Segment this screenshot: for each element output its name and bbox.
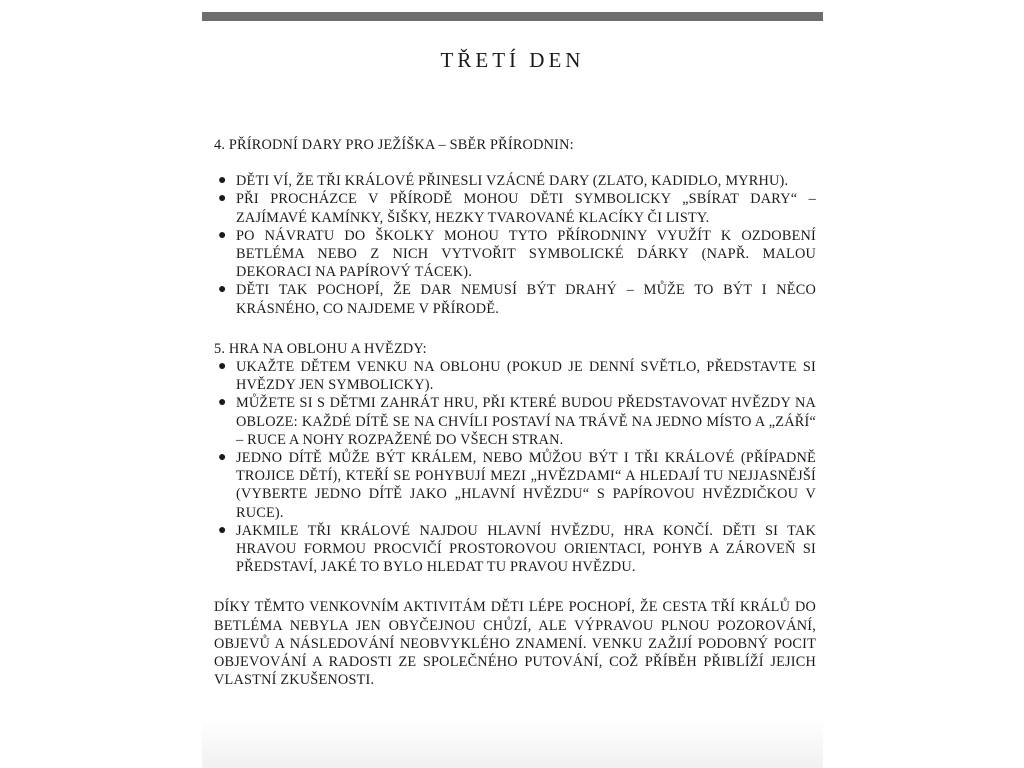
section-4-heading: 4. PŘÍRODNÍ DARY PRO JEŽÍŠKA – SBĚR PŘÍRODNIN: <box>214 137 574 153</box>
section-5-list <box>214 358 816 576</box>
list-item-text: JEDNO DÍTĚ MŮŽE BÝT KRÁLEM, NEBO MŮŽOU BÝT I TŘI KRÁLOVÉ (PŘÍPADNĚ TROJICE DĚTÍ), KTEŘÍ SE POHYBUJÍ MEZI „HVĚZDAMI“ A HLEDAJÍ TU NEJJASNĚJŠÍ (VYBERTE JEDNO DÍTĚ JAKO „HLAVNÍ HVĚZDU“ S PAPÍROVOU HVĚZDIČKOU V RUCE). <box>236 450 816 521</box>
page-bottom-fade <box>202 718 823 768</box>
section-4-list <box>214 172 816 318</box>
list-item <box>214 281 816 317</box>
bullet-icon: ● <box>218 395 227 411</box>
list-item <box>214 522 816 577</box>
list-item-text: DĚTI TAK POCHOPÍ, ŽE DAR NEMUSÍ BÝT DRAHÝ – MŮŽE TO BÝT I NĚCO KRÁSNÉHO, CO NAJDEME V PŘÍRODĚ. <box>236 282 816 317</box>
list-item <box>214 227 816 282</box>
bullet-icon: ● <box>218 227 227 243</box>
bullet-icon: ● <box>218 191 227 207</box>
section-5-heading: 5. HRA NA OBLOHU A HVĚZDY: <box>214 340 427 357</box>
list-item <box>214 190 816 226</box>
document-body <box>214 136 816 689</box>
list-item <box>214 394 816 449</box>
list-item-text: PO NÁVRATU DO ŠKOLKY MOHOU TYTO PŘÍRODNINY VYUŽÍT K OZDOBENÍ BETLÉMA NEBO Z NICH VYTVOŘIT SYMBOLICKÉ DÁRKY (NAPŘ. MALOU DEKORACI NA PAPÍROVÝ TÁCEK). <box>236 227 816 281</box>
page-top-bar <box>202 12 823 21</box>
bullet-icon: ● <box>218 359 227 375</box>
bullet-icon: ● <box>218 282 227 298</box>
list-item-text: JAKMILE TŘI KRÁLOVÉ NAJDOU HLAVNÍ HVĚZDU, HRA KONČÍ. DĚTI SI TAK HRAVOU FORMOU PROCVIČÍ PROSTOROVOU ORIENTACI, POHYB A ZÁROVEŇ SI PŘEDSTAVÍ, JAKÉ TO BYLO HLEDAT TU PRAVOU HVĚZDU. <box>236 522 816 576</box>
list-item <box>214 172 816 190</box>
bullet-icon: ● <box>218 173 227 189</box>
page-title: TŘETÍ DEN <box>440 48 585 72</box>
bullet-icon: ● <box>218 522 227 538</box>
list-item <box>214 358 816 394</box>
closing-paragraph: DÍKY TĚMTO VENKOVNÍM AKTIVITÁM DĚTI LÉPE POCHOPÍ, ŽE CESTA TŘÍ KRÁLŮ DO BETLÉMA NEBYLA JEN OBYČEJNOU CHŮZÍ, ALE VÝPRAVOU PLNOU POZOROVÁNÍ, OBJEVŮ A NÁSLEDOVÁNÍ NEOBVYKLÉHO ZNAMENÍ. VENKU ZAŽIJÍ PODOBNÝ POCIT OBJEVOVÁNÍ A RADOSTI ZE SPOLEČNÉHO PUTOVÁNÍ, COŽ PŘÍBĚH PŘIBLÍŽÍ JEJICH VLASTNÍ ZKUŠENOSTI. <box>214 599 816 689</box>
list-item <box>214 449 816 522</box>
list-item-text: DĚTI VÍ, ŽE TŘI KRÁLOVÉ PŘINESLI VZÁCNÉ DARY (ZLATO, KADIDLO, MYRHU). <box>236 173 789 190</box>
list-item-text: PŘI PROCHÁZCE V PŘÍRODĚ MOHOU DĚTI SYMBOLICKY „SBÍRAT DARY“ – ZAJÍMAVÉ KAMÍNKY, ŠIŠKY, HEZKY TVAROVANÉ KLACÍKY ČI LISTY. <box>236 191 816 226</box>
bullet-icon: ● <box>218 450 227 466</box>
list-item-text: UKAŽTE DĚTEM VENKU NA OBLOHU (POKUD JE DENNÍ SVĚTLO, PŘEDSTAVTE SI HVĚZDY JEN SYMBOLICKY). <box>236 359 816 394</box>
list-item-text: MŮŽETE SI S DĚTMI ZAHRÁT HRU, PŘI KTERÉ BUDOU PŘEDSTAVOVAT HVĚZDY NA OBLOZE: KAŽDÉ DÍTĚ SE NA CHVÍLI POSTAVÍ NA TRÁVĚ NA JEDNO MÍSTO A „ZÁŘÍ“ – RUCE A NOHY ROZPAŽENÉ DO VŠECH STRAN. <box>236 395 816 448</box>
